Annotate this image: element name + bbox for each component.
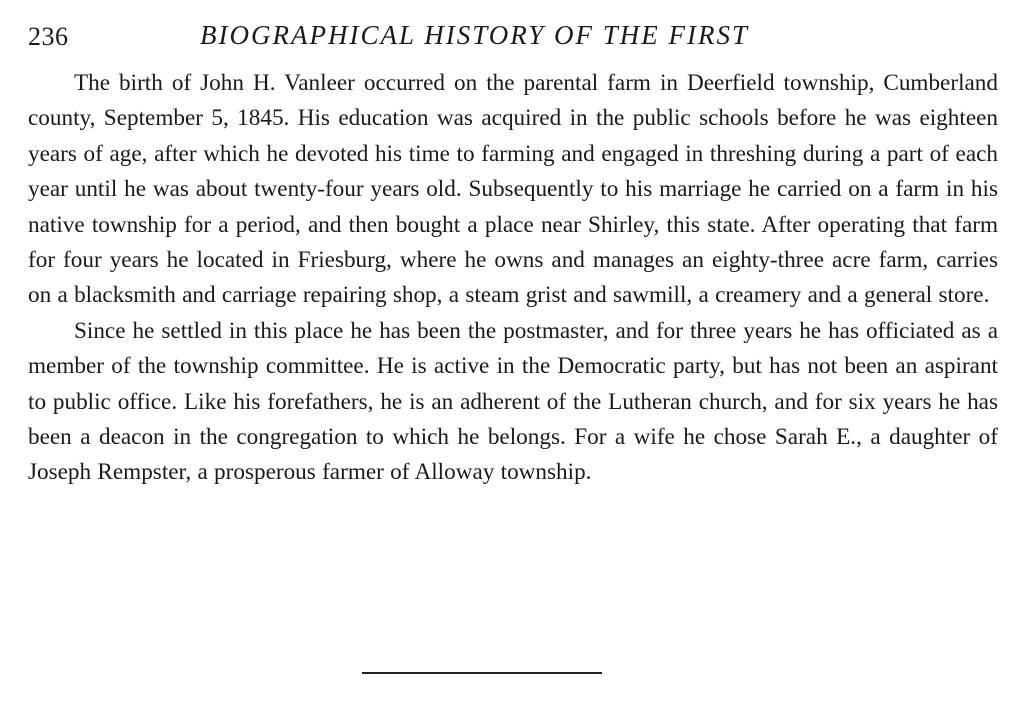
page-header xyxy=(28,18,998,58)
body-text xyxy=(28,66,998,491)
paragraph-2: Since he settled in this place he has been the postmaster, and for three years he has officiated as a member of the township committee. He is active in the Democratic party, but has not been an aspirant to public office. Like his forefathers, he is an adherent of the Lutheran church, and for six years he has been a deacon in the congregation to which he belongs. For a wife he chose Sarah E., a daughter of Joseph Rempster, a prosperous farmer of Alloway township. xyxy=(28,317,998,486)
running-head: BIOGRAPHICAL HISTORY OF THE FIRST xyxy=(200,20,750,50)
section-divider-rule xyxy=(362,672,602,674)
page-number: 236 xyxy=(28,22,69,51)
book-page xyxy=(28,18,998,491)
paragraph-1: The birth of John H. Vanleer occurred on the parental farm in Deerfield township, Cumberland county, September 5, 1845. His education was acquired in the public schools before he was eighteen years of age, after which he devoted his time to farming and engaged in threshing during a part of each year until he was about twenty-four years old. Subsequently to his marriage he carried on a farm in his native township for a period, and then bought a place near Shirley, this state. After operating that farm for four years he located in Friesburg, where he owns and manages an eighty-three acre farm, carries on a blacksmith and carriage repairing shop, a steam grist and sawmill, a creamery and a general store. xyxy=(28,70,998,309)
